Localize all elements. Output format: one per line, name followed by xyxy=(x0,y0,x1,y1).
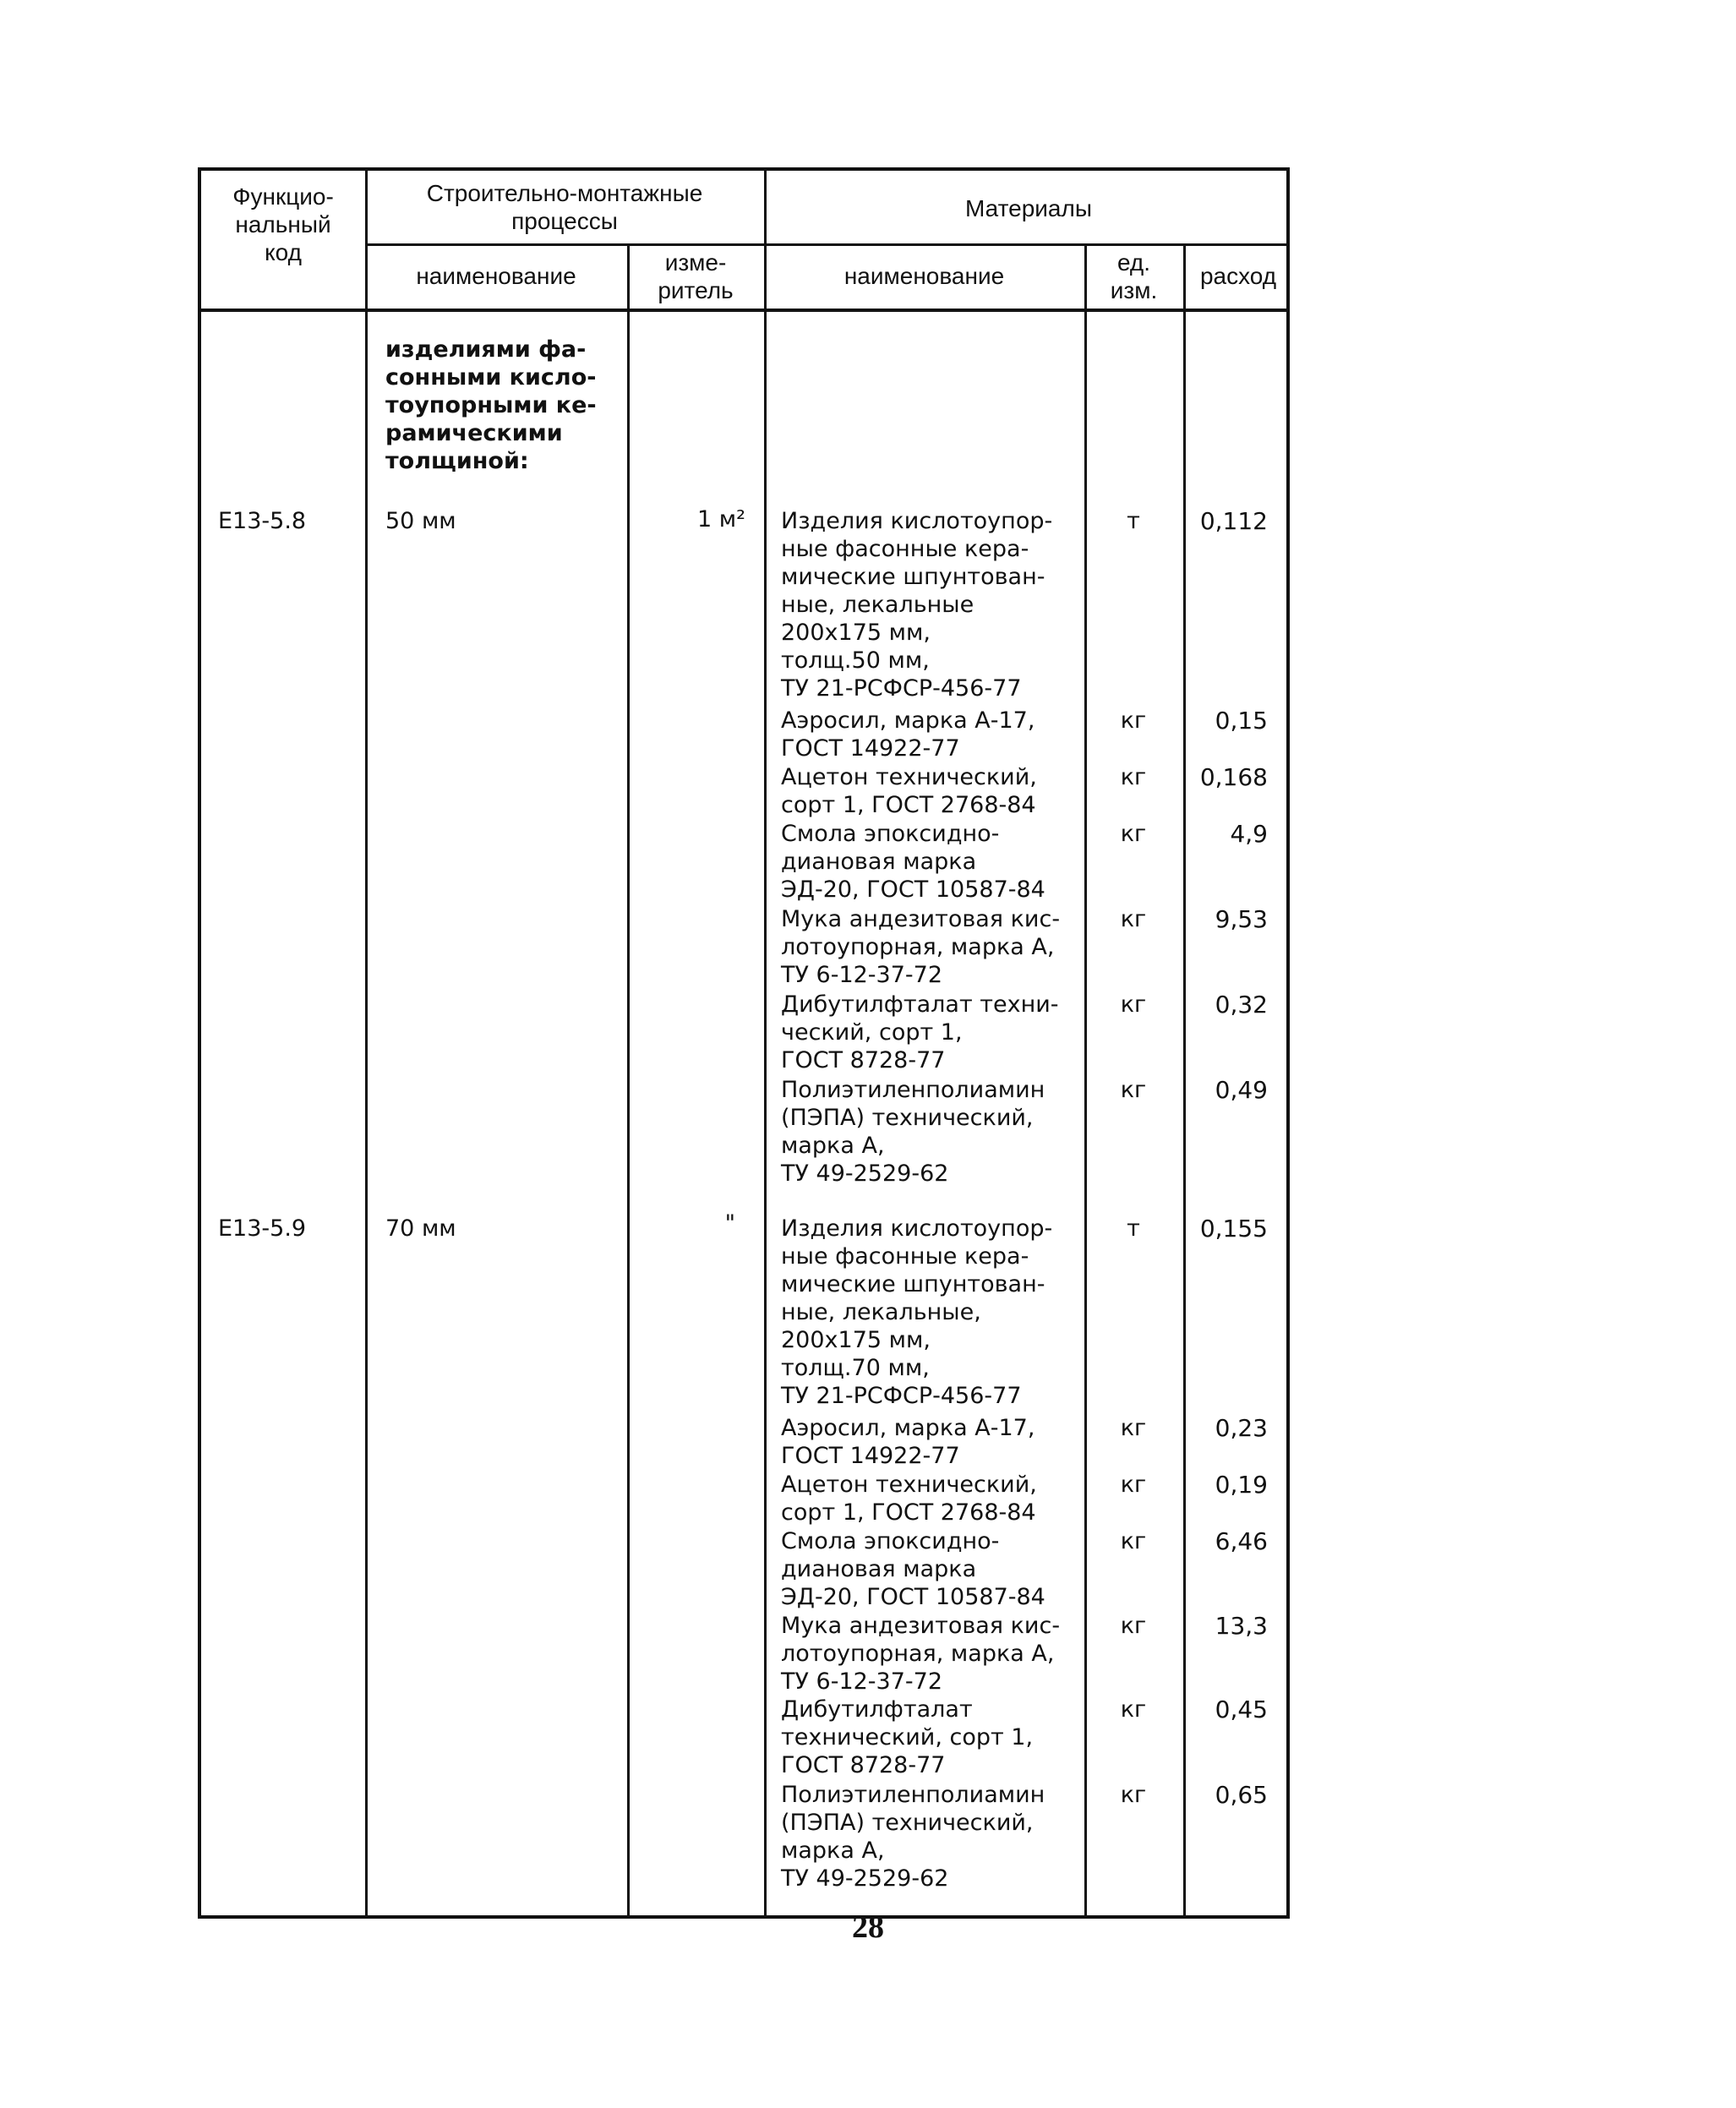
material-name: Дибутилфталат техни- ческий, сорт 1, ГОСТ 8728-77 xyxy=(781,991,1059,1073)
header-process-measure: изме- ритель xyxy=(658,249,734,303)
material-name: Мука андезитовая кис- лотоупорная, марка А, ТУ 6-12-37-72 xyxy=(781,1613,1061,1695)
material-quantity: 6,46 xyxy=(1215,1527,1268,1555)
material-unit: кг xyxy=(1120,1528,1147,1554)
header-bottom-rule xyxy=(201,309,1286,312)
process-intro: изделиями фа- сонными кисло- тоупорными ке- рамическими толщиной: xyxy=(385,336,597,474)
material-unit: кг xyxy=(1120,1415,1147,1441)
material-name: Изделия кислотоупор- ные фасонные кера- мические шпунтован- ные, лекальные, 200х175 мм, толщ.70 мм, ТУ 21-РСФСР-456-77 xyxy=(781,1215,1053,1409)
material-unit: кг xyxy=(1120,1696,1147,1723)
row-measure: " xyxy=(724,1210,735,1237)
header-material-unit: ед. изм. xyxy=(1110,249,1158,303)
material-name: Ацетон технический, сорт 1, ГОСТ 2768-84 xyxy=(781,1472,1037,1526)
material-name: Изделия кислотоупор- ные фасонные кера- мические шпунтован- ные, лекальные 200х175 мм, толщ.50 мм, ТУ 21-РСФСР-456-77 xyxy=(781,508,1053,702)
material-name: Аэросил, марка А-17, ГОСТ 14922-77 xyxy=(781,1415,1035,1469)
material-unit: кг xyxy=(1120,707,1147,734)
material-name: Полиэтиленполиамин (ПЭПА) технический, марка А, ТУ 49-2529-62 xyxy=(781,1782,1045,1892)
header-material-name: наименование xyxy=(843,263,1005,289)
material-name: Смола эпоксидно- диановая марка ЭД-20, ГОСТ 10587-84 xyxy=(781,821,1045,903)
material-unit: кг xyxy=(1120,764,1147,790)
material-quantity: 4,9 xyxy=(1230,820,1268,848)
header-process-name: наименование xyxy=(416,263,576,289)
row-code: Е13-5.8 xyxy=(218,508,307,534)
column-divider xyxy=(627,243,630,1915)
material-unit: кг xyxy=(1120,906,1147,932)
material-name: Смола эпоксидно- диановая марка ЭД-20, ГОСТ 10587-84 xyxy=(781,1528,1045,1610)
material-quantity: 0,155 xyxy=(1199,1215,1268,1242)
resource-table xyxy=(198,167,1290,1919)
column-divider xyxy=(365,171,368,1915)
header-divider xyxy=(365,243,1286,246)
material-unit: кг xyxy=(1120,821,1147,847)
row-process-name: 50 мм xyxy=(385,508,456,534)
page-number: 28 xyxy=(852,1909,884,1945)
material-unit: кг xyxy=(1120,1077,1147,1103)
material-quantity: 0,168 xyxy=(1199,763,1268,791)
material-quantity: 0,112 xyxy=(1199,507,1268,535)
header-functional-code: Функцио- нальный код xyxy=(232,183,334,265)
material-name: Аэросил, марка А-17, ГОСТ 14922-77 xyxy=(781,707,1035,762)
material-quantity: 0,19 xyxy=(1215,1471,1268,1499)
material-quantity: 13,3 xyxy=(1215,1612,1268,1640)
material-name: Мука андезитовая кис- лотоупорная, марка А, ТУ 6-12-37-72 xyxy=(781,906,1061,988)
row-code: Е13-5.9 xyxy=(218,1215,307,1242)
material-name: Ацетон технический, сорт 1, ГОСТ 2768-84 xyxy=(781,764,1037,818)
material-unit: кг xyxy=(1120,1613,1147,1639)
material-quantity: 0,15 xyxy=(1215,707,1268,735)
material-unit: кг xyxy=(1120,1472,1147,1498)
material-quantity: 0,45 xyxy=(1215,1696,1268,1723)
material-quantity: 0,32 xyxy=(1215,991,1268,1019)
material-quantity: 0,23 xyxy=(1215,1414,1268,1442)
material-unit: т xyxy=(1127,1215,1140,1242)
row-measure: 1 м² xyxy=(697,506,745,532)
column-divider xyxy=(764,171,767,1915)
header-construction-processes: Строительно-монтажные процессы xyxy=(426,180,703,234)
header-materials: Материалы xyxy=(965,195,1092,221)
header-material-quantity: расход xyxy=(1199,263,1277,289)
material-name: Полиэтиленполиамин (ПЭПА) технический, марка А, ТУ 49-2529-62 xyxy=(781,1077,1045,1187)
material-name: Дибутилфталат технический, сорт 1, ГОСТ 8728-77 xyxy=(781,1696,1034,1778)
material-unit: кг xyxy=(1120,1782,1147,1808)
row-process-name: 70 мм xyxy=(385,1215,456,1242)
material-unit: кг xyxy=(1120,991,1147,1018)
material-quantity: 0,49 xyxy=(1215,1076,1268,1104)
material-quantity: 9,53 xyxy=(1215,905,1268,933)
material-quantity: 0,65 xyxy=(1215,1781,1268,1809)
material-unit: т xyxy=(1127,508,1140,534)
